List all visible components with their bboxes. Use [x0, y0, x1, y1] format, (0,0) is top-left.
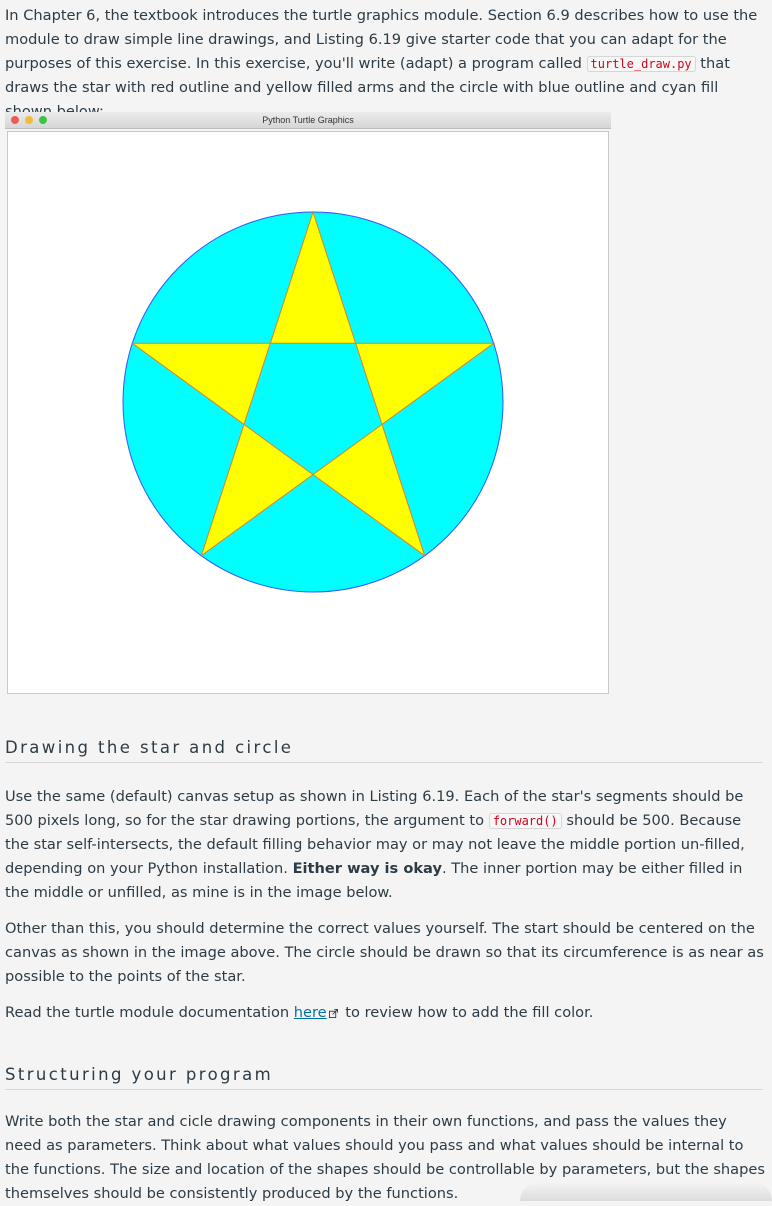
external-link-icon [329, 1009, 338, 1018]
drawing-text-c: . The inner portion may be either filled in the middle or unfilled, as mine is in the image below. [5, 860, 743, 901]
intro-text-1: In Chapter 6, the textbook introduces the turtle graphics module. Section 6.9 describes how to use the module to draw simple line drawings, and Listing 6.19 give starter code that you can adapt for the purposes of this exercise. In this exercise, you'll write (adapt) a program called [5, 7, 758, 72]
forward-code: forward() [489, 813, 562, 829]
window-titlebar [5, 112, 611, 129]
scroll-fade [520, 1182, 772, 1201]
intro-text-2: that draws the star with red outline and yellow filled arms and the circle with blue outline and cyan fill [5, 55, 730, 96]
star-circle-drawing [8, 132, 608, 693]
drawing-paragraph-1 [5, 785, 765, 905]
drawing-text-a: Use the same (default) canvas setup as shown in Listing 6.19. Each of the star's segments should be 500 pixels long, so for the star drawing portions, the argument to [5, 788, 744, 829]
either-way-bold: Either way is okay [292, 860, 442, 877]
docs-text-a: Read the turtle module documentation [5, 1004, 294, 1021]
drawing-text-b: should be 500. Because the star self-intersects, the default filling behavior may or may not leave the middle portion un-filled, depending on your Python installation. [5, 812, 745, 877]
window-title: Python Turtle Graphics [262, 115, 354, 125]
drawing-paragraph-3 [5, 1001, 765, 1025]
section-heading-drawing: Drawing the star and circle [5, 737, 763, 763]
turtle-canvas [7, 131, 609, 694]
intro-paragraph [5, 4, 765, 124]
filename-code: turtle_draw.py [587, 56, 696, 72]
section-heading-structure: Structuring your program [5, 1064, 763, 1090]
drawing-paragraph-2: Other than this, you should determine the correct values yourself. The start should be centered on the canvas as shown in the image above. The circle should be drawn so that its circumference is as near as possible to the points of the star. [5, 920, 764, 985]
turtle-docs-link[interactable]: here [293, 1004, 327, 1021]
structure-paragraph: Write both the star and cicle drawing components in their own functions, and pass the values they need as parameters. Think about what values should you pass and what values should be internal to the functions. The size and location of the shapes should be controllable by parameters, but the shapes themselves should be consistently produced by the functions. [5, 1113, 765, 1202]
docs-text-b: to review how to add the fill color. [340, 1004, 594, 1021]
turtle-window [5, 112, 611, 696]
